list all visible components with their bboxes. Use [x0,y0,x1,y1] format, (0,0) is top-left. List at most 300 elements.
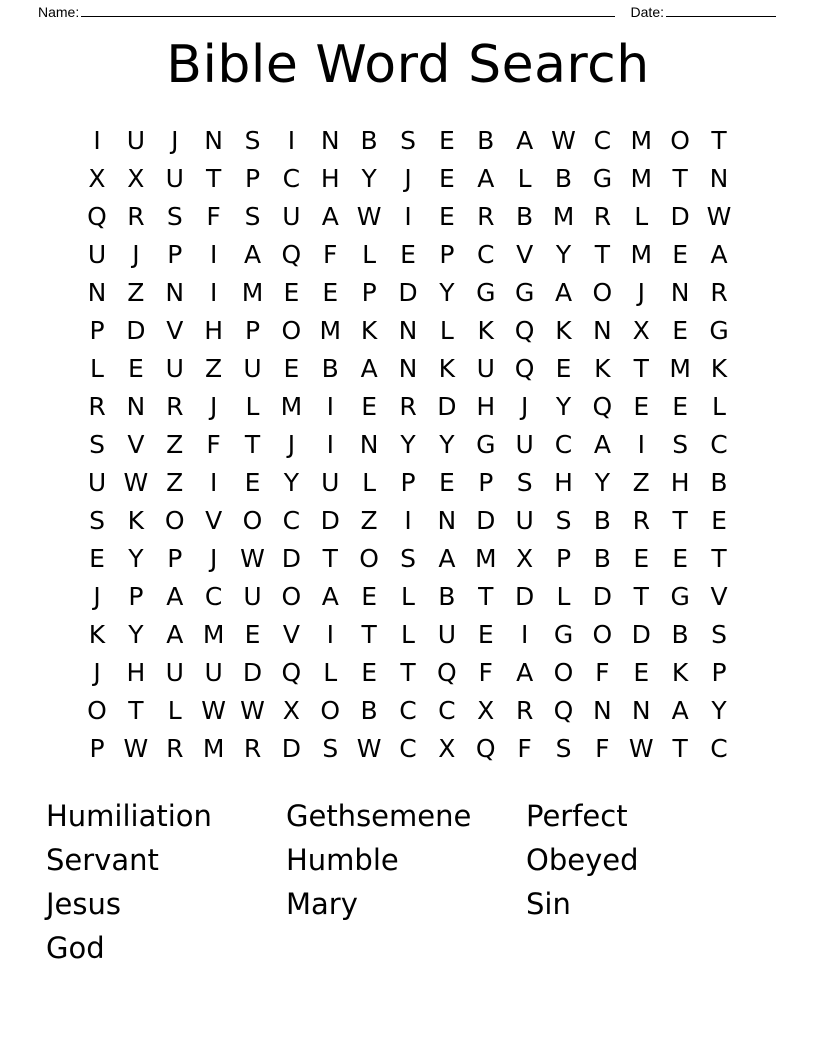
grid-cell[interactable]: T [633,354,649,384]
word-list-item[interactable]: Sin [526,886,571,921]
grid-cell[interactable]: E [438,202,455,232]
grid-cell[interactable]: N [359,430,379,460]
grid-cell[interactable]: V [282,620,300,650]
grid-cell[interactable]: Z [127,278,145,308]
grid-cell[interactable]: D [320,506,340,536]
grid-cell[interactable]: U [165,354,184,384]
grid-cell[interactable]: X [88,164,106,194]
grid-cell[interactable]: X [127,164,145,194]
grid-cell[interactable]: K [594,354,611,384]
grid-cell[interactable]: A [243,240,262,270]
grid-cell[interactable]: F [517,734,532,764]
grid-cell[interactable]: E [672,392,689,422]
grid-cell[interactable]: C [282,506,301,536]
grid-cell[interactable]: X [477,696,495,726]
grid-cell[interactable]: E [283,278,300,308]
grid-cell[interactable]: N [398,354,418,384]
grid-cell[interactable]: K [438,354,456,384]
grid-cell[interactable]: S [672,430,689,460]
grid-cell[interactable]: B [477,126,495,156]
grid-cell[interactable]: B [360,126,378,156]
grid-cell[interactable]: G [476,278,496,308]
grid-cell[interactable]: Y [439,430,455,460]
grid-cell[interactable]: A [516,658,534,688]
grid-cell[interactable]: W [240,544,265,574]
grid-cell[interactable]: T [322,544,338,574]
grid-cell[interactable]: E [438,468,455,498]
grid-cell[interactable]: U [437,620,457,650]
grid-cell[interactable]: H [126,658,146,688]
grid-cell[interactable]: M [474,544,497,574]
grid-cell[interactable]: K [360,316,378,346]
word-list-item[interactable]: Humble [286,842,399,877]
grid-cell[interactable]: U [243,582,262,612]
grid-cell[interactable]: Z [166,430,184,460]
grid-cell[interactable]: P [361,278,377,308]
grid-cell[interactable]: E [400,240,416,270]
grid-cell[interactable]: Q [592,392,613,422]
grid-cell[interactable]: A [710,240,728,270]
grid-cell[interactable]: I [326,430,334,460]
grid-cell[interactable]: R [515,696,534,726]
grid-cell[interactable]: R [710,278,728,308]
grid-cell[interactable]: V [205,506,223,536]
grid-cell[interactable]: L [556,582,571,612]
grid-cell[interactable]: P [400,468,416,498]
word-list-item[interactable]: Gethsemene [286,798,472,833]
grid-cell[interactable]: E [633,544,650,574]
grid-cell[interactable]: E [244,620,261,650]
grid-cell[interactable]: D [476,506,496,536]
grid-cell[interactable]: A [516,126,534,156]
grid-cell[interactable]: T [711,126,727,156]
grid-cell[interactable]: M [202,620,225,650]
grid-cell[interactable]: D [437,392,457,422]
grid-cell[interactable]: Z [205,354,223,384]
grid-cell[interactable]: U [243,354,262,384]
grid-cell[interactable]: P [89,316,105,346]
grid-cell[interactable]: M [630,164,653,194]
grid-cell[interactable]: Z [166,468,184,498]
grid-cell[interactable]: L [167,696,182,726]
grid-cell[interactable]: T [672,506,688,536]
grid-cell[interactable]: M [202,734,225,764]
grid-cell[interactable]: E [361,582,378,612]
grid-cell[interactable]: F [206,202,221,232]
grid-cell[interactable]: F [206,430,221,460]
grid-cell[interactable]: E [361,392,378,422]
grid-cell[interactable]: M [669,354,691,384]
grid-cell[interactable]: K [710,354,728,384]
grid-cell[interactable]: H [670,468,690,498]
grid-cell[interactable]: Q [475,734,496,764]
grid-cell[interactable]: F [595,734,610,764]
grid-cell[interactable]: W [628,734,654,764]
grid-cell[interactable]: G [592,164,613,194]
grid-cell[interactable]: O [359,544,379,574]
grid-cell[interactable]: V [166,316,184,346]
grid-cell[interactable]: L [401,582,415,612]
grid-cell[interactable]: D [126,316,146,346]
grid-cell[interactable]: Q [437,658,457,688]
grid-cell[interactable]: J [520,392,529,422]
grid-cell[interactable]: N [593,316,612,346]
grid-cell[interactable]: U [321,468,340,498]
grid-cell[interactable]: L [323,658,338,688]
grid-cell[interactable]: R [477,202,495,232]
grid-cell[interactable]: A [477,164,495,194]
grid-cell[interactable]: P [167,240,183,270]
name-blank-line[interactable] [81,5,614,17]
grid-cell[interactable]: P [128,582,144,612]
grid-cell[interactable]: H [476,392,496,422]
grid-cell[interactable]: T [711,544,727,574]
grid-cell[interactable]: N [165,278,185,308]
grid-cell[interactable]: T [205,164,222,194]
grid-cell[interactable]: P [244,316,261,346]
grid-cell[interactable]: L [362,468,377,498]
grid-cell[interactable]: Y [439,278,455,308]
grid-cell[interactable]: E [322,278,339,308]
grid-cell[interactable]: J [404,164,412,194]
grid-cell[interactable]: D [242,658,263,688]
grid-cell[interactable]: B [593,544,611,574]
grid-cell[interactable]: G [709,316,729,346]
grid-cell[interactable]: J [209,392,218,422]
grid-cell[interactable]: E [283,354,300,384]
grid-cell[interactable]: R [88,392,106,422]
grid-cell[interactable]: N [631,696,651,726]
grid-cell[interactable]: H [554,468,573,498]
grid-cell[interactable]: H [320,164,340,194]
grid-cell[interactable]: U [515,430,534,460]
grid-cell[interactable]: N [87,278,107,308]
grid-cell[interactable]: U [87,468,107,498]
grid-cell[interactable]: A [166,582,184,612]
grid-cell[interactable]: C [593,126,612,156]
grid-cell[interactable]: E [672,544,689,574]
grid-cell[interactable]: H [204,316,224,346]
grid-cell[interactable]: G [670,582,690,612]
grid-cell[interactable]: N [593,696,612,726]
grid-cell[interactable]: T [594,240,611,270]
grid-cell[interactable]: O [87,696,107,726]
grid-cell[interactable]: R [166,734,184,764]
grid-cell[interactable]: J [93,658,101,688]
grid-cell[interactable]: E [438,126,455,156]
grid-cell[interactable]: I [520,620,529,650]
grid-cell[interactable]: P [478,468,494,498]
grid-cell[interactable]: E [711,506,727,536]
word-search-grid[interactable] [78,122,738,768]
grid-cell[interactable]: L [362,240,377,270]
grid-cell[interactable]: S [166,202,183,232]
grid-cell[interactable]: I [93,126,101,156]
grid-cell[interactable]: A [166,620,184,650]
grid-cell[interactable]: B [593,506,611,536]
grid-cell[interactable]: A [360,354,378,384]
grid-cell[interactable]: X [516,544,534,574]
grid-cell[interactable]: A [554,278,573,308]
grid-cell[interactable]: C [204,582,223,612]
grid-cell[interactable]: K [477,316,494,346]
grid-cell[interactable]: U [165,164,184,194]
grid-cell[interactable]: T [672,734,688,764]
grid-cell[interactable]: U [126,126,146,156]
grid-cell[interactable]: K [555,316,572,346]
grid-cell[interactable]: O [281,316,302,346]
grid-cell[interactable]: G [514,278,535,308]
grid-cell[interactable]: V [710,582,728,612]
grid-cell[interactable]: L [439,316,454,346]
grid-cell[interactable]: P [167,544,183,574]
grid-cell[interactable]: O [592,278,613,308]
grid-cell[interactable]: N [320,126,340,156]
grid-cell[interactable]: Y [400,430,416,460]
grid-cell[interactable]: Y [594,468,611,498]
grid-cell[interactable]: W [201,696,226,726]
grid-cell[interactable]: N [670,278,690,308]
grid-cell[interactable]: E [477,620,494,650]
grid-cell[interactable]: N [398,316,418,346]
grid-cell[interactable]: L [712,392,726,422]
grid-cell[interactable]: A [593,430,611,460]
grid-cell[interactable]: B [710,468,728,498]
grid-cell[interactable]: E [633,392,650,422]
grid-cell[interactable]: S [89,506,105,536]
grid-cell[interactable]: Q [514,354,535,384]
grid-cell[interactable]: C [399,734,417,764]
grid-cell[interactable]: U [476,354,495,384]
grid-cell[interactable]: T [244,430,261,460]
grid-cell[interactable]: I [209,240,218,270]
word-list-item[interactable]: Mary [286,886,358,921]
grid-cell[interactable]: X [282,696,300,726]
grid-cell[interactable]: R [243,734,262,764]
grid-cell[interactable]: L [90,354,104,384]
grid-cell[interactable]: B [438,582,456,612]
grid-cell[interactable]: F [478,658,493,688]
word-list-item[interactable]: Obeyed [526,842,639,877]
grid-cell[interactable]: M [552,202,575,232]
grid-cell[interactable]: S [89,430,105,460]
grid-cell[interactable]: B [360,696,378,726]
grid-cell[interactable]: U [165,658,184,688]
grid-cell[interactable]: I [326,620,334,650]
grid-cell[interactable]: W [240,696,265,726]
grid-cell[interactable]: J [637,278,645,308]
grid-cell[interactable]: E [555,354,572,384]
grid-cell[interactable]: Q [514,316,535,346]
grid-cell[interactable]: O [281,582,302,612]
grid-cell[interactable]: A [321,202,339,232]
grid-cell[interactable]: E [89,544,105,574]
grid-cell[interactable]: N [709,164,729,194]
grid-cell[interactable]: D [514,582,535,612]
grid-cell[interactable]: D [281,544,301,574]
grid-cell[interactable]: M [630,126,653,156]
grid-cell[interactable]: E [438,164,455,194]
grid-cell[interactable]: V [516,240,534,270]
grid-cell[interactable]: C [282,164,301,194]
grid-cell[interactable]: C [554,430,573,460]
grid-cell[interactable]: W [123,734,149,764]
grid-cell[interactable]: U [204,658,223,688]
grid-cell[interactable]: G [476,430,496,460]
grid-cell[interactable]: J [287,430,296,460]
grid-cell[interactable]: C [710,734,728,764]
grid-cell[interactable]: E [672,316,689,346]
grid-cell[interactable]: W [356,202,382,232]
grid-cell[interactable]: F [595,658,610,688]
grid-cell[interactable]: S [555,506,572,536]
grid-cell[interactable]: Y [555,240,572,270]
date-blank-line[interactable] [666,5,776,17]
grid-cell[interactable]: A [321,582,339,612]
grid-cell[interactable]: C [710,430,728,460]
grid-cell[interactable]: Y [283,468,300,498]
grid-cell[interactable]: O [592,620,613,650]
grid-cell[interactable]: Q [87,202,107,232]
grid-cell[interactable]: V [127,430,145,460]
grid-cell[interactable]: Y [128,544,144,574]
grid-cell[interactable]: C [477,240,495,270]
grid-cell[interactable]: S [244,126,261,156]
grid-cell[interactable]: M [280,392,303,422]
grid-cell[interactable]: S [711,620,727,650]
grid-cell[interactable]: W [123,468,149,498]
grid-cell[interactable]: K [671,658,689,688]
grid-cell[interactable]: D [398,278,418,308]
grid-cell[interactable]: B [671,620,689,650]
grid-cell[interactable]: Q [553,696,574,726]
grid-cell[interactable]: P [439,240,455,270]
grid-cell[interactable]: M [241,278,264,308]
grid-cell[interactable]: Y [711,696,727,726]
grid-cell[interactable]: W [551,126,576,156]
grid-cell[interactable]: I [404,506,412,536]
grid-cell[interactable]: C [438,696,456,726]
grid-cell[interactable]: D [592,582,612,612]
grid-cell[interactable]: E [244,468,261,498]
grid-cell[interactable]: P [555,544,572,574]
grid-cell[interactable]: B [321,354,339,384]
grid-cell[interactable]: T [400,658,416,688]
grid-cell[interactable]: L [634,202,649,232]
grid-cell[interactable]: W [706,202,732,232]
grid-cell[interactable]: K [88,620,106,650]
grid-cell[interactable]: B [516,202,534,232]
grid-cell[interactable]: C [399,696,417,726]
grid-cell[interactable]: R [166,392,184,422]
grid-cell[interactable]: I [404,202,412,232]
grid-cell[interactable]: E [127,354,144,384]
grid-cell[interactable]: S [400,544,416,574]
grid-cell[interactable]: U [282,202,301,232]
grid-cell[interactable]: T [361,620,377,650]
grid-cell[interactable]: T [633,582,649,612]
grid-cell[interactable]: S [400,126,416,156]
grid-cell[interactable]: M [630,240,653,270]
grid-cell[interactable]: O [670,126,690,156]
grid-cell[interactable]: A [438,544,456,574]
grid-cell[interactable]: R [593,202,612,232]
grid-cell[interactable]: N [204,126,223,156]
grid-cell[interactable]: E [633,658,650,688]
grid-cell[interactable]: S [244,202,261,232]
grid-cell[interactable]: E [361,658,378,688]
grid-cell[interactable]: J [171,126,179,156]
grid-cell[interactable]: Q [281,658,302,688]
grid-cell[interactable]: P [711,658,727,688]
grid-cell[interactable]: J [209,544,218,574]
grid-cell[interactable]: A [671,696,689,726]
grid-cell[interactable]: U [515,506,534,536]
grid-cell[interactable]: Y [555,392,572,422]
grid-cell[interactable]: I [287,126,296,156]
grid-cell[interactable]: S [555,734,572,764]
grid-cell[interactable]: J [93,582,101,612]
grid-cell[interactable]: Z [360,506,378,536]
grid-cell[interactable]: T [672,164,688,194]
grid-cell[interactable]: K [127,506,145,536]
grid-cell[interactable]: S [322,734,339,764]
grid-cell[interactable]: I [637,430,645,460]
grid-cell[interactable]: I [209,278,218,308]
grid-cell[interactable]: T [478,582,494,612]
grid-cell[interactable]: O [242,506,263,536]
grid-cell[interactable]: X [632,316,650,346]
word-list-item[interactable]: Jesus [46,886,121,921]
grid-cell[interactable]: Y [361,164,377,194]
grid-cell[interactable]: Y [128,620,144,650]
grid-cell[interactable]: D [281,734,301,764]
grid-cell[interactable]: B [554,164,573,194]
grid-cell[interactable]: G [553,620,574,650]
grid-cell[interactable]: N [126,392,146,422]
grid-cell[interactable]: L [517,164,532,194]
grid-cell[interactable]: P [244,164,261,194]
grid-cell[interactable]: D [670,202,690,232]
grid-cell[interactable]: E [672,240,689,270]
grid-cell[interactable]: P [89,734,105,764]
grid-cell[interactable]: O [320,696,341,726]
grid-cell[interactable]: L [401,620,415,650]
grid-cell[interactable]: J [132,240,140,270]
grid-cell[interactable]: T [128,696,144,726]
grid-cell[interactable]: I [326,392,334,422]
grid-cell[interactable]: L [245,392,260,422]
word-list-item[interactable]: Humiliation [46,798,212,833]
grid-cell[interactable]: M [319,316,342,346]
grid-cell[interactable]: O [553,658,574,688]
grid-cell[interactable]: N [437,506,457,536]
grid-cell[interactable]: O [164,506,185,536]
grid-cell[interactable]: Z [632,468,650,498]
word-list-item[interactable]: God [46,931,105,966]
grid-cell[interactable]: R [127,202,145,232]
grid-cell[interactable]: X [438,734,456,764]
grid-cell[interactable]: I [209,468,218,498]
grid-cell[interactable]: U [87,240,107,270]
grid-cell[interactable]: S [516,468,533,498]
grid-cell[interactable]: R [632,506,650,536]
word-list-item[interactable]: Perfect [526,798,628,833]
grid-cell[interactable]: W [356,734,382,764]
word-list-item[interactable]: Servant [46,842,159,877]
grid-cell[interactable]: F [323,240,338,270]
grid-cell[interactable]: D [631,620,651,650]
